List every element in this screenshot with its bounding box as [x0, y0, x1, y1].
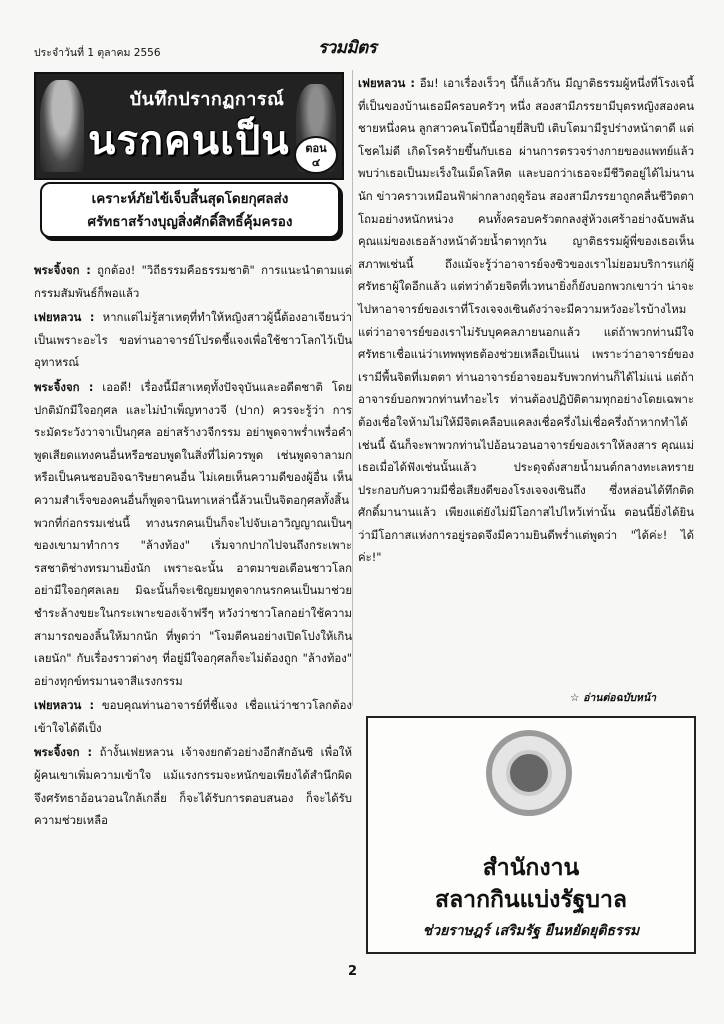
- continued-note: ☆ อ่านต่อฉบับหน้า: [570, 692, 657, 704]
- dialogue-text: ถูกต้อง! "วิถีธรรมคือธรรมชาติ" การแนะนำตามแต่กรรมสัมพันธ์ก็พอแล้ว: [34, 263, 353, 300]
- ad-subtitle: สลากกินแบ่งรัฐบาล: [435, 887, 627, 913]
- dialogue-text: หากแต่ไม่รู้สาเหตุที่ทำให้หญิงสาวผู้นี้ต้องอาเจียนว่าเป็นเพราะอะไร ขอท่านอาจารย์โปรดชี้แจงเพื่อใช้ชาวโลกไว้เป็นอุทาหรณ์: [34, 310, 353, 370]
- ad-slogan: ช่วยราษฎร์ เสริมรัฐ ยืนหยัดยุติธรรม: [422, 923, 640, 939]
- left-column: [34, 259, 352, 834]
- subtitle-line-1: เคราะห์ภัยไข้เจ็บสิ้นสุดโดยกุศลส่ง: [91, 191, 289, 207]
- episode-number: ๔: [311, 156, 321, 169]
- lottery-office-ad: [366, 716, 696, 954]
- dialogue-paragraph: [34, 741, 352, 831]
- speaker: เฟยหลวน :: [34, 310, 95, 325]
- dialogue-text: ขอบคุณท่านอาจารย์ที่ชี้แจง เชื่อแน่ว่าชาวโลกต้องเข้าใจได้ดีเป็ง: [34, 698, 352, 735]
- article-subtitle: [40, 182, 340, 238]
- page-number: 2: [348, 964, 358, 979]
- episode-word: ตอน: [305, 142, 327, 155]
- speaker: พระจิ้งจก :: [34, 379, 94, 394]
- dialogue-text: ถ้างั้นเฟยหลวน เจ้าจงยกตัวอย่างอีกสักอันซิ เพื่อให้ผู้คนเขาเพิ่มความเข้าใจ แม้แรงกรรมจะหนักขอเพียงได้สำนึกผิดจึงศรัทธาอ้อนวอนใกล้เกลี่ย ก็จะได้รับการตอบสนอง ก็จะได้รับความช่วยเหลือ: [34, 745, 352, 828]
- dialogue-paragraph: [358, 72, 694, 569]
- dialogue-paragraph: [34, 376, 352, 692]
- lottery-logo-icon: [486, 730, 572, 816]
- dialogue-text: เออดี! เรื่องนี้มีสาเหตุทั้งปัจจุบันและอดีตชาติ โดยปกติมักมีใจอกุศล และไม่บำเพ็ญทางวจี (ปาก) ควรจะรู้ว่า การระมัดระวังวาจาเป็นกุศล อย่าสร้างวจีกรรม อย่าพูดจาพร่ำเพรื่อคำพูดเสียดแทงคนอื่นหรือชอบพูดในสิ่งที่ไม่ควรพูด เช่นพูดจาลามกหรือเป็นคนชอบอิจฉาริษยาคนอื่น ไม่เคยเห็นความดีของผู้อื่น เห็นความสำเร็จของคนอื่นก็พูดจานินทาเหล่านี้ล้วนเป็นจิตอกุศลทั้งสิ้น พวกที่ก่อกรรมเช่นนี้ ทางนรกคนเป็นก็จะไปจับเอาวิญญาณเป็นๆ ของเขามาทำการ "ล้างท้อง" เริ่มจากปากไปจนถึงกระเพาะ รสชาติช่างทรมานยิ่งนัก เพราะฉะนั้น อาตมาขอเตือนชาวโลก อย่ามีใจอกุศลเลย มิฉะนั้นก็จะเชิญยมทูตจากนรกคนเป็นมาช่วยชำระล้างขยะในกระเพาะของเจ้าฟรีๆ หวังว่าชาวโลกอย่าใช้ความสามารถของลิ้นให้มากนัก ที่พูดว่า "โจมตีคนอย่างเปิดโปงให้เกินเลยนัก" กับเรื่องราวต่างๆ ที่อยู่มีใจอกุศลก็จะไม่ต้องถูก "ล้างท้อง" อย่างทุกข์ทรมานจาสีแรงกรรม: [34, 379, 352, 688]
- speaker: พระจิ้งจก :: [34, 745, 93, 760]
- dialogue-paragraph: [34, 259, 352, 304]
- dialogue-text: อืม! เอาเรื่องเร็วๆ นี้ก็แล้วกัน มีญาติธรรมผู้หนึ่งที่โรงเจนี้ที่เป็นของบ้านเธอมีครอบครัวๆ หนึ่ง สองสามีภรรยามีบุตรหญิงสองคนชายหนึ่งคน ลูกสาวคนโตปีนี้อายุยี่สิบปี เติบโตมามีรูปร่างหน้าตาดี แต่โชคไม่ดี เกิดโรคร้ายขึ้นกับเธอ ผ่านการตรวจร่างกายของแพทย์แล้วพบว่าเธอเป็นมะเร็งในเม็ดโลหิต และบอกว่าเธอจะมีชีวิตอยู่ได้ไม่นานนัก ข่าวคราวเหมือนฟ้าผ่ากลางฤดูร้อน สองสามีภรรยาถูกคลื่นชีวิตตาโถมอย่างหนักหน่วง คนทั้งครอบครัวตกลงสู่ห้วงเศร้าอย่างฉับพลัน คุณแม่ของเธอล้างหน้าด้วยน้ำตาทุกวัน ญาติธรรมผู้พี่ของเธอเห็นสภาพเช่นนี้ ถึงแม้จะรู้ว่าอาจารย์จงซิวของเราไม่ยอมบริการแก่ผู้ศรัทธาผู้ใดอีกแล้ว แต่ทว่าด้วยจิตที่เวทนายิ่งก็ยังบอกพวกเขาว่า น่าจะไปหาอาจารย์ของเราที่โรงเจจงเซินดังว่าจะมีความหวังอะไรบ้างไหม แต่ว่าอาจารย์ของเราไม่รับบุคคลภายนอกแล้ว แต่ถ้าพวกท่านมีใจศรัทธาเชื่อแน่ว่าเทพพุทธต้องช่วยเหลือเป็นแน่ เพราะว่าอาจารย์ของเรามีพื้นจิตที่เมตตา ท่านอาจารย์อาจยอมรับพวกท่านก็ได้ไม่แน่ แต่ถ้าอาจารย์บอกพวกท่านทำอะไร ท่านต้องปฏิบัติตามทุกอย่างโดยเฉพาะต้องเชื่อใจห้ามไม่ให้มีจิตเคลือบแคลงเชื่อครึ่งไม่เชื่อครึ่งถ้าหากทำได้เช่นนี้ ฉันก็จะพาพวกท่านไปอ้อนวอนอาจารย์ของเราให้ลงสาร คุณแม่เธอเมื่อได้ฟังเช่นนั้นแล้ว ประดุจดั่งสายน้ำมนต์กลางทะเลทราย ประกอบกับความมีชื่อเสียงดีของโรงเจจงเซินถึง ซึ่งหล่อนได้ทึกติดศักดิ์มานานแล้ว เพียงแต่ยังไม่มีโอกาสไปไหว้เท่านั้น ตอนนี้ยิ่งได้ยินว่ามีโอกาสแห่งการอยู่รอดจึงมีความยินดีพร่ำแต่พูดว่า "ได้ค่ะ! ได้ค่ะ!": [358, 76, 694, 565]
- banner-headline: นรกคนเป็น: [88, 117, 290, 164]
- subtitle-line-2: ศรัทธาสร้างบุญสิ่งศักดิ์สิทธิ์คุ้มครอง: [87, 214, 293, 230]
- speaker: เฟยหลวน :: [34, 698, 95, 713]
- speaker: พระจิ้งจก :: [34, 263, 91, 277]
- dialogue-paragraph: [34, 306, 352, 374]
- episode-badge: [294, 136, 338, 174]
- monk-figure-image: [40, 80, 84, 172]
- masthead: รวมมิตร: [318, 38, 377, 58]
- banner-title: บันทึกปรากฏการณ์: [129, 89, 285, 110]
- right-column: [358, 72, 694, 571]
- column-divider: [352, 70, 353, 706]
- issue-date: ประจำวันที่ 1 ตุลาคม 2556: [34, 47, 161, 59]
- dialogue-paragraph: [34, 694, 352, 739]
- ad-title: สำนักงาน: [482, 855, 580, 881]
- speaker: เฟยหลวน :: [358, 76, 415, 90]
